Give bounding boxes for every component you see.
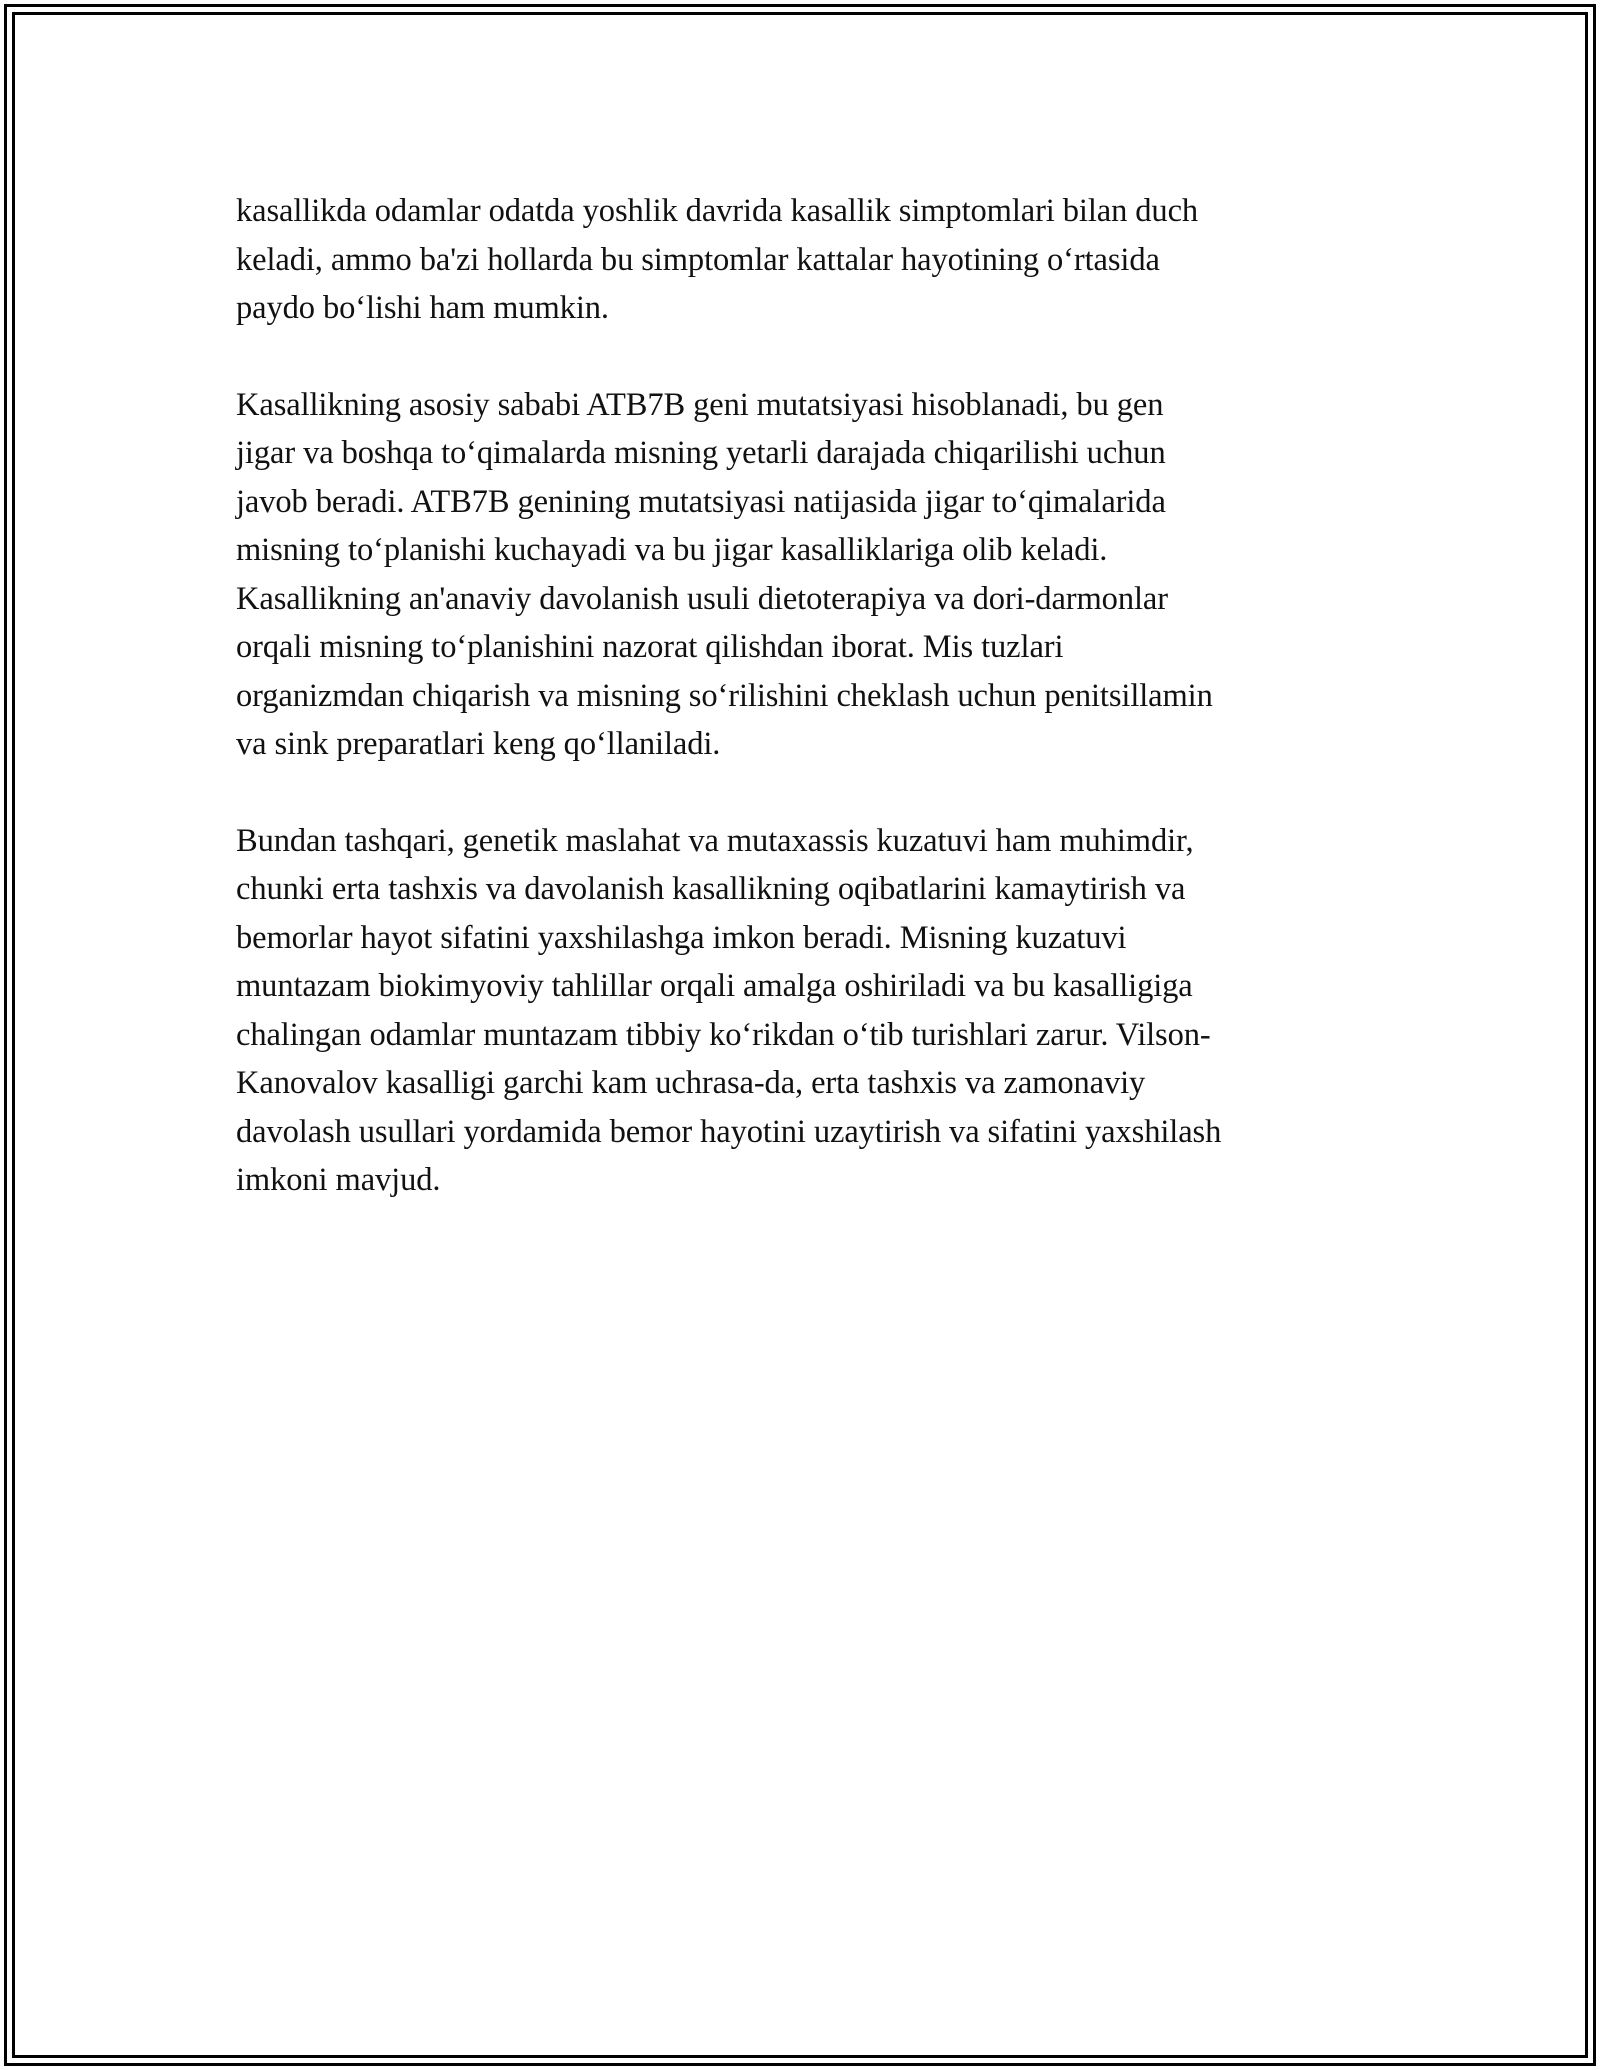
- text-line: kasallikda odamlar odatda yoshlik davrida kasallik simptomlari bilan duch: [236, 193, 1199, 229]
- paragraph-symptom-onset: [236, 187, 1366, 333]
- text-line: Kasallikning asosiy sababi ATB7B geni mutatsiyasi hisoblanadi, bu gen: [236, 386, 1164, 423]
- text-line: javob beradi. ATB7B genining mutatsiyasi natijasida jigar to‘qimalarida: [236, 483, 1166, 520]
- paragraph-cause-and-treatment: [236, 381, 1366, 769]
- text-line: va sink preparatlari keng qo‘llaniladi.: [236, 726, 721, 762]
- text-line: chalingan odamlar muntazam tibbiy ko‘rikdan o‘tib turishlari zarur. Vilson-: [236, 1016, 1211, 1053]
- text-line: organizmdan chiqarish va misning so‘rilishini cheklash uchun penitsillamin: [236, 677, 1213, 714]
- text-line: orqali misning to‘planishini nazorat qilishdan iborat. Mis tuzlari: [236, 629, 1064, 665]
- text-line: chunki erta tashxis va davolanish kasallikning oqibatlarini kamaytirish va: [236, 871, 1186, 907]
- text-line: jigar va boshqa to‘qimalarda misning yetarli darajada chiqarilishi uchun: [236, 435, 1166, 471]
- text-line: Bundan tashqari, genetik maslahat va mutaxassis kuzatuvi ham muhimdir,: [236, 822, 1194, 859]
- text-line: Kasallikning an'anaviy davolanish usuli dietoterapiya va dori-darmonlar: [236, 580, 1168, 617]
- text-line: misning to‘planishi kuchayadi va bu jigar kasalliklariga olib keladi.: [236, 532, 1108, 568]
- text-line: bemorlar hayot sifatini yaxshilashga imkon beradi. Misning kuzatuvi: [236, 919, 1127, 956]
- text-line: imkoni mavjud.: [236, 1162, 441, 1198]
- text-line: keladi, ammo ba'zi hollarda bu simptomlar kattalar hayotining o‘rtasida: [236, 241, 1160, 278]
- text-line: paydo bo‘lishi ham mumkin.: [236, 290, 609, 326]
- text-line: davolash usullari yordamida bemor hayotini uzaytirish va sifatini yaxshilash: [236, 1113, 1222, 1150]
- document-body: [236, 187, 1366, 1253]
- text-line: Kanovalov kasalligi garchi kam uchrasa-da, erta tashxis va zamonaviy: [236, 1065, 1146, 1101]
- paragraph-monitoring-and-prognosis: [236, 817, 1366, 1205]
- text-line: muntazam biokimyoviy tahlillar orqali amalga oshiriladi va bu kasalligiga: [236, 968, 1193, 1004]
